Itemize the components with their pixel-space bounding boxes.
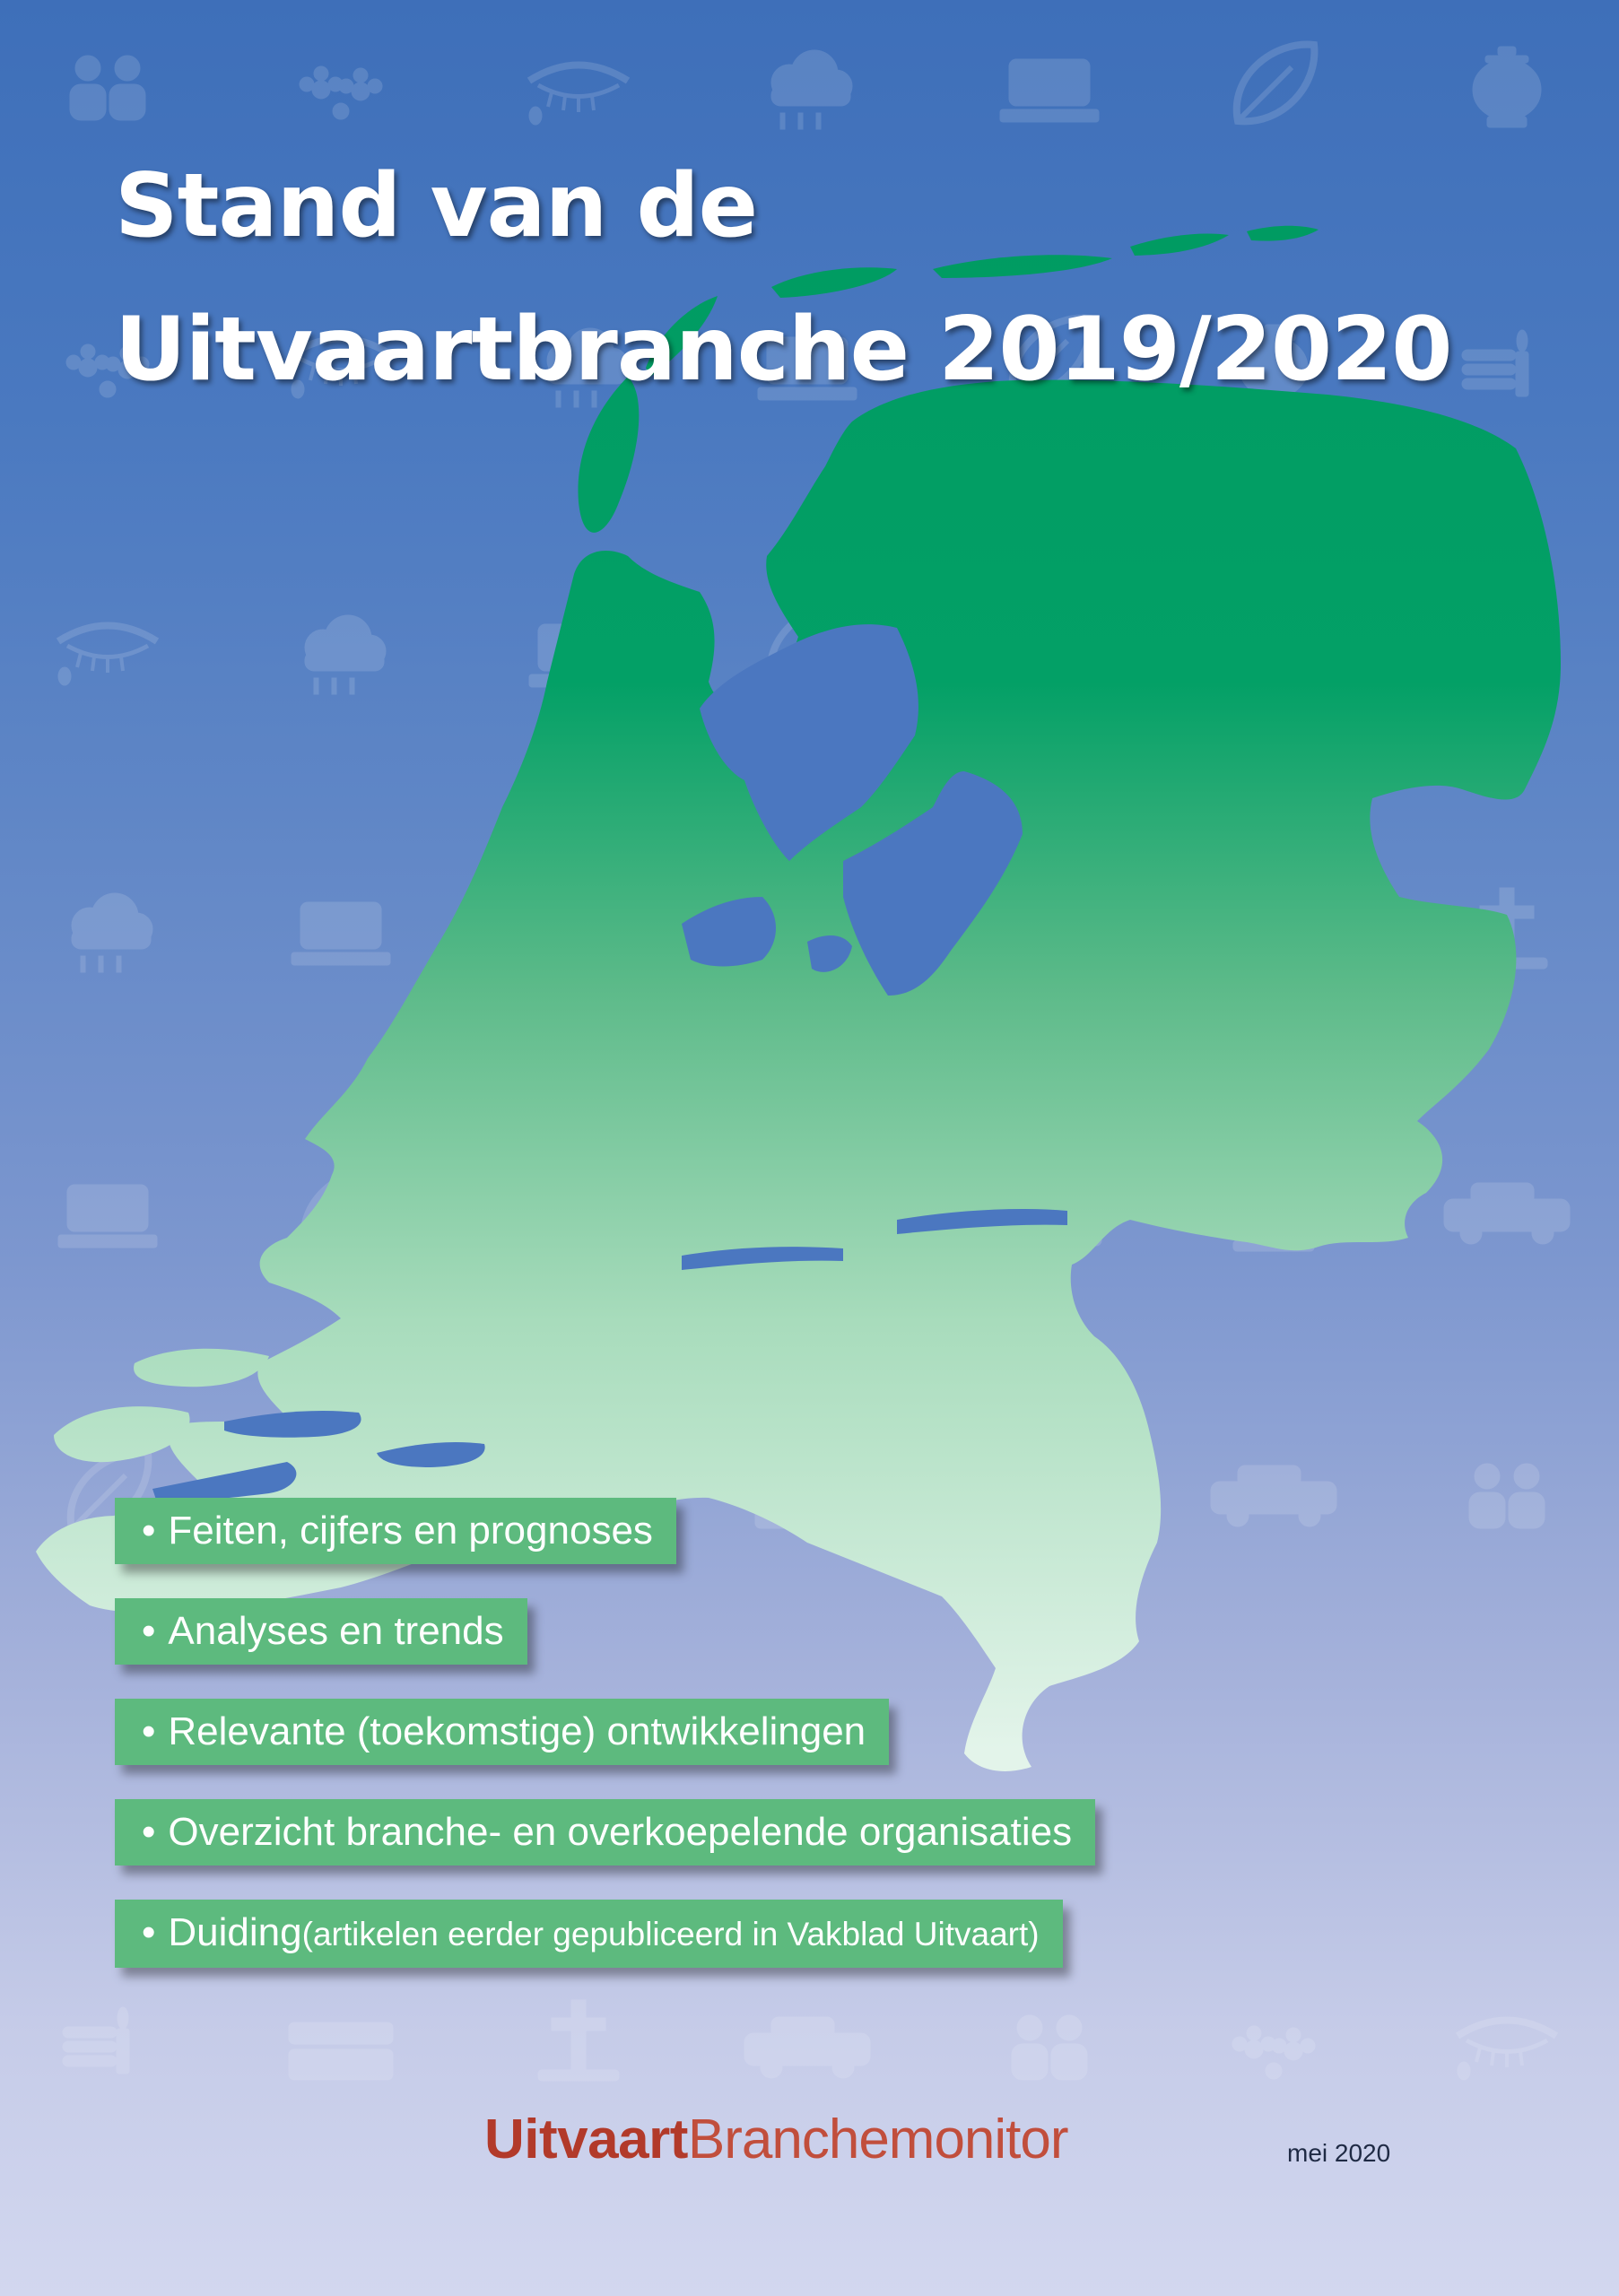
bullet-item	[115, 1900, 1063, 1968]
bullet-text: Feiten, cijfers en prognoses	[168, 1509, 653, 1552]
bullet-dot: •	[142, 1810, 156, 1854]
bullet-text: Overzicht branche- en overkoepelende organisaties	[168, 1810, 1073, 1854]
bullet-dot: •	[142, 1509, 156, 1552]
logo-part-uitvaart: Uitvaart	[484, 2109, 688, 2170]
bullet-dot: •	[142, 1709, 156, 1753]
bullet-dot: •	[142, 1609, 156, 1653]
title-line-1: Stand van de	[115, 155, 758, 257]
bullet-item	[115, 1699, 889, 1765]
bullet-dot: •	[142, 1910, 156, 1954]
bullet-item	[115, 1498, 676, 1564]
bullet-list	[115, 1498, 1095, 2002]
logo-part-branchemonitor: Branchemonitor	[687, 2109, 1068, 2170]
bullet-text: Relevante (toekomstige) ontwikkelingen	[168, 1709, 866, 1753]
bullet-text: Duiding	[168, 1910, 302, 1954]
bullet-item	[115, 1598, 527, 1665]
publication-date: mei 2020	[1287, 2139, 1391, 2167]
page-title	[115, 135, 1451, 422]
bullet-note: (artikelen eerder gepubliceerd in Vakblad Uitvaart)	[301, 1916, 1040, 1952]
title-line-2: Uitvaartbranche 2019/2020	[115, 299, 1452, 401]
uitvaart-branchemonitor-logo	[484, 2108, 1068, 2171]
bullet-item	[115, 1799, 1095, 1866]
bullet-text: Analyses en trends	[168, 1609, 504, 1653]
